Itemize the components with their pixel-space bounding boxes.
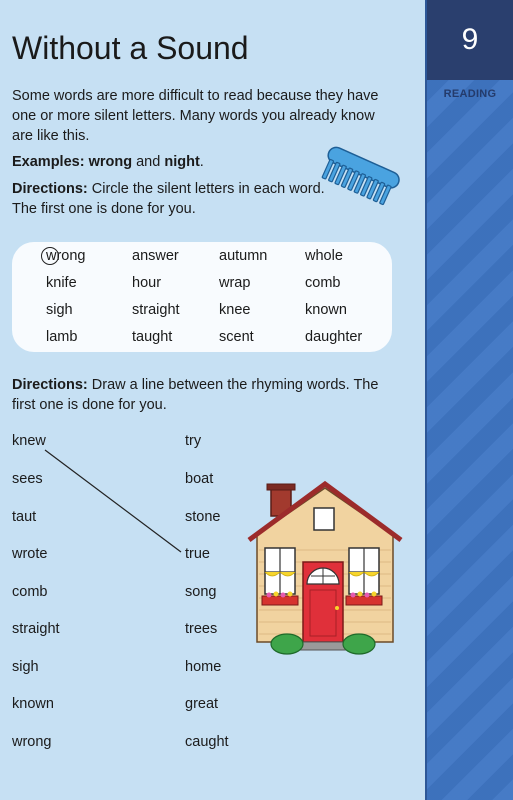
grid-word[interactable]: daughter [305, 329, 363, 345]
grid-word[interactable]: hour [132, 275, 162, 291]
page-title: Without a Sound [12, 30, 249, 66]
example-word: wrong [88, 154, 133, 170]
rhyme-left-word[interactable]: straight [12, 621, 60, 637]
directions-label: Directions: [12, 377, 88, 393]
rhyme-left-word[interactable]: taut [12, 509, 37, 525]
section-label: READING [443, 88, 497, 100]
examples-label: Examples: [12, 154, 85, 170]
intro-line: one or more silent letters. Many words you already know [12, 108, 375, 124]
directions-text: Draw a line between the rhyming words. The [91, 377, 379, 393]
example-word: night [164, 154, 200, 170]
rhyme-left-word[interactable]: wrong [12, 734, 52, 750]
directions-text: Circle the silent letters in each word. [91, 181, 325, 197]
rhyme-left-word[interactable]: wrote [12, 546, 48, 562]
rhyme-right-word[interactable]: caught [185, 734, 229, 750]
rhyme-left-word[interactable]: known [12, 696, 54, 712]
rhyme-left-word[interactable]: knew [12, 433, 46, 449]
page-number: 9 [427, 0, 513, 80]
rhyme-right-word[interactable]: true [185, 546, 210, 562]
grid-word[interactable]: knife [46, 275, 77, 291]
rhyme-left-word[interactable]: sees [12, 471, 43, 487]
grid-word[interactable]: wrong [46, 248, 86, 264]
grid-word[interactable]: taught [132, 329, 173, 345]
grid-word[interactable]: sigh [46, 302, 73, 318]
intro-line: are like this. [12, 128, 90, 144]
grid-word[interactable]: comb [305, 275, 341, 291]
rhyme-right-word[interactable]: trees [185, 621, 218, 637]
example-conjunction: and [136, 154, 161, 170]
grid-word[interactable]: known [305, 302, 347, 318]
grid-word[interactable]: straight [132, 302, 180, 318]
grid-word[interactable]: autumn [219, 248, 268, 264]
grid-word[interactable]: answer [132, 248, 179, 264]
grid-word[interactable]: knee [219, 302, 251, 318]
rhyme-left-word[interactable]: comb [12, 584, 48, 600]
rhyme-right-word[interactable]: stone [185, 509, 221, 525]
grid-word[interactable]: lamb [46, 329, 78, 345]
intro-line: Some words are more difficult to read because they have [12, 88, 379, 104]
directions-text: first one is done for you. [12, 397, 167, 413]
grid-word[interactable]: scent [219, 329, 254, 345]
grid-word[interactable]: wrap [219, 275, 251, 291]
directions-label: Directions: [12, 181, 88, 197]
grid-word[interactable]: whole [305, 248, 343, 264]
rhyme-right-word[interactable]: try [185, 433, 202, 449]
rhyme-left-word[interactable]: sigh [12, 659, 39, 675]
directions-text: The first one is done for you. [12, 201, 196, 217]
rhyme-right-word[interactable]: song [185, 584, 217, 600]
example-end: . [199, 154, 204, 170]
rhyme-right-word[interactable]: boat [185, 471, 214, 487]
rhyme-right-word[interactable]: great [185, 696, 219, 712]
rhyme-right-word[interactable]: home [185, 659, 222, 675]
house-illustration [245, 480, 405, 665]
